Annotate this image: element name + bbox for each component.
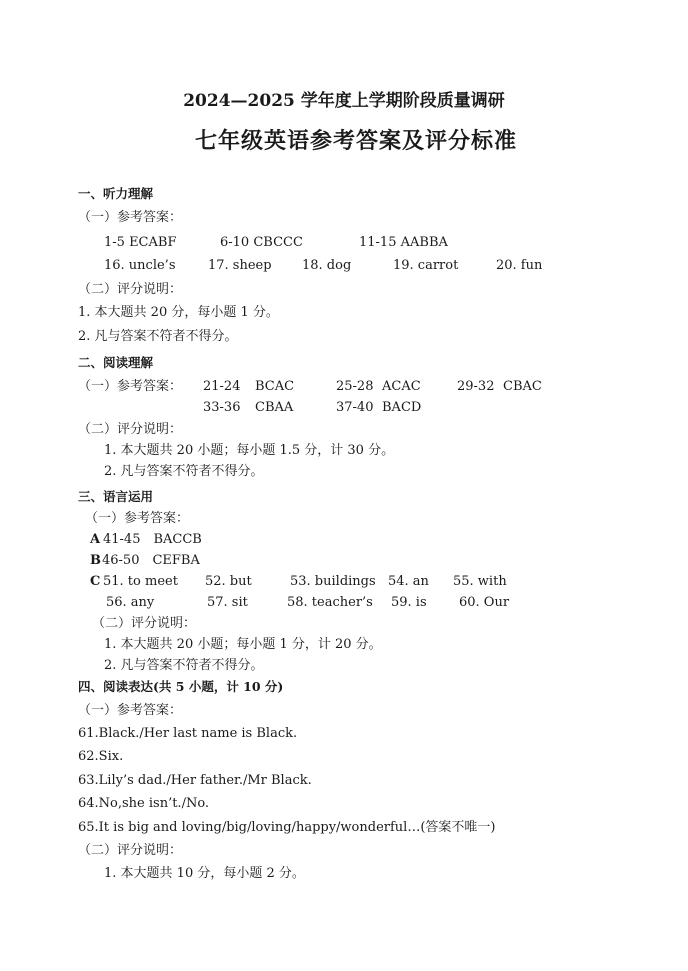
s2-note: 2. 凡与答案不符者不得分。 — [104, 464, 264, 479]
document-subtitle: 七年级英语参考答案及评分标准 — [194, 128, 517, 154]
section-4-heading: 四、阅读表达(共 5 小题，计 10 分) — [78, 679, 284, 694]
s2-answer-range: 25-28 — [336, 379, 374, 394]
s3-part-a-letter: A — [90, 532, 101, 547]
s4-answer: 61.Black./Her last name is Black. — [78, 726, 298, 741]
s3-answer: 60. Our — [459, 595, 510, 610]
s3-answer: 55. with — [453, 574, 507, 589]
s1-answer: 1-5 ECABF — [104, 235, 177, 250]
s1-answer: 18. dog — [302, 258, 352, 273]
s3-answer: 51. to meet — [103, 574, 178, 589]
s2-answer: ACAC — [382, 379, 421, 394]
s4-answer: 64.No,she isn’t./No. — [78, 796, 210, 811]
s1-note: 2. 凡与答案不符者不得分。 — [78, 329, 238, 344]
s3-note: 1. 本大题共 20 小题；每小题 1 分，计 20 分。 — [104, 637, 382, 652]
s2-answer: BACD — [382, 400, 422, 415]
s2-answers-label: （一）参考答案： — [78, 379, 183, 394]
s1-answers-label: （一）参考答案： — [78, 210, 183, 225]
s3-answer: 58. teacher’s — [287, 595, 373, 610]
s1-note: 1. 本大题共 20 分，每小题 1 分。 — [78, 305, 279, 320]
s4-answer: 63.Lily’s dad./Her father./Mr Black. — [78, 773, 312, 788]
s3-answer: 56. any — [106, 595, 155, 610]
s4-answer: 65.It is big and loving/big/loving/happy/wonderful…(答案不唯一) — [78, 820, 496, 835]
s3-answer: 53. buildings — [290, 574, 376, 589]
s1-answer: 16. uncle’s — [104, 258, 176, 273]
section-3-heading: 三、语言运用 — [78, 489, 154, 504]
s1-notes-label: （二）评分说明： — [78, 282, 183, 297]
s2-notes-label: （二）评分说明： — [78, 422, 183, 437]
s3-note: 2. 凡与答案不符者不得分。 — [104, 658, 264, 673]
section-2-heading: 二、阅读理解 — [78, 355, 154, 370]
s2-note: 1. 本大题共 20 小题；每小题 1.5 分，计 30 分。 — [104, 443, 395, 458]
s2-answer-range: 29-32 — [457, 379, 495, 394]
s3-part-c-letter: C — [90, 574, 101, 589]
s3-notes-label: （二）评分说明： — [92, 616, 197, 631]
s4-note: 1. 本大题共 10 分，每小题 2 分。 — [104, 866, 305, 881]
s2-answer-range: 21-24 — [203, 379, 241, 394]
s2-answer-range: 37-40 — [336, 400, 374, 415]
s3-answer: 54. an — [388, 574, 429, 589]
s2-answer: BCAC — [255, 379, 295, 394]
s3-answer: 52. but — [205, 574, 252, 589]
s3-part-b-answers: 46-50 CEFBA — [102, 553, 200, 568]
s1-answer: 20. fun — [496, 258, 543, 273]
s3-answer: 59. is — [391, 595, 427, 610]
s4-answer: 62.Six. — [78, 749, 124, 764]
s2-answer-range: 33-36 — [203, 400, 241, 415]
s1-answer: 17. sheep — [208, 258, 272, 273]
s3-part-a-answers: 41-45 BACCB — [103, 532, 202, 547]
s3-answer: 57. sit — [207, 595, 248, 610]
s3-part-b-letter: B — [90, 553, 101, 568]
s1-answer: 19. carrot — [393, 258, 459, 273]
s4-notes-label: （二）评分说明： — [78, 843, 183, 858]
section-1-heading: 一、听力理解 — [78, 186, 154, 201]
s1-answer: 6-10 CBCCC — [220, 235, 303, 250]
s2-answer: CBAC — [503, 379, 542, 394]
s4-answers-label: （一）参考答案： — [78, 703, 183, 718]
document-title: 2024—2025 学年度上学期阶段质量调研 — [183, 91, 505, 111]
s3-answers-label: （一）参考答案： — [85, 511, 190, 526]
s1-answer: 11-15 AABBA — [359, 235, 448, 250]
s2-answer: CBAA — [255, 400, 294, 415]
